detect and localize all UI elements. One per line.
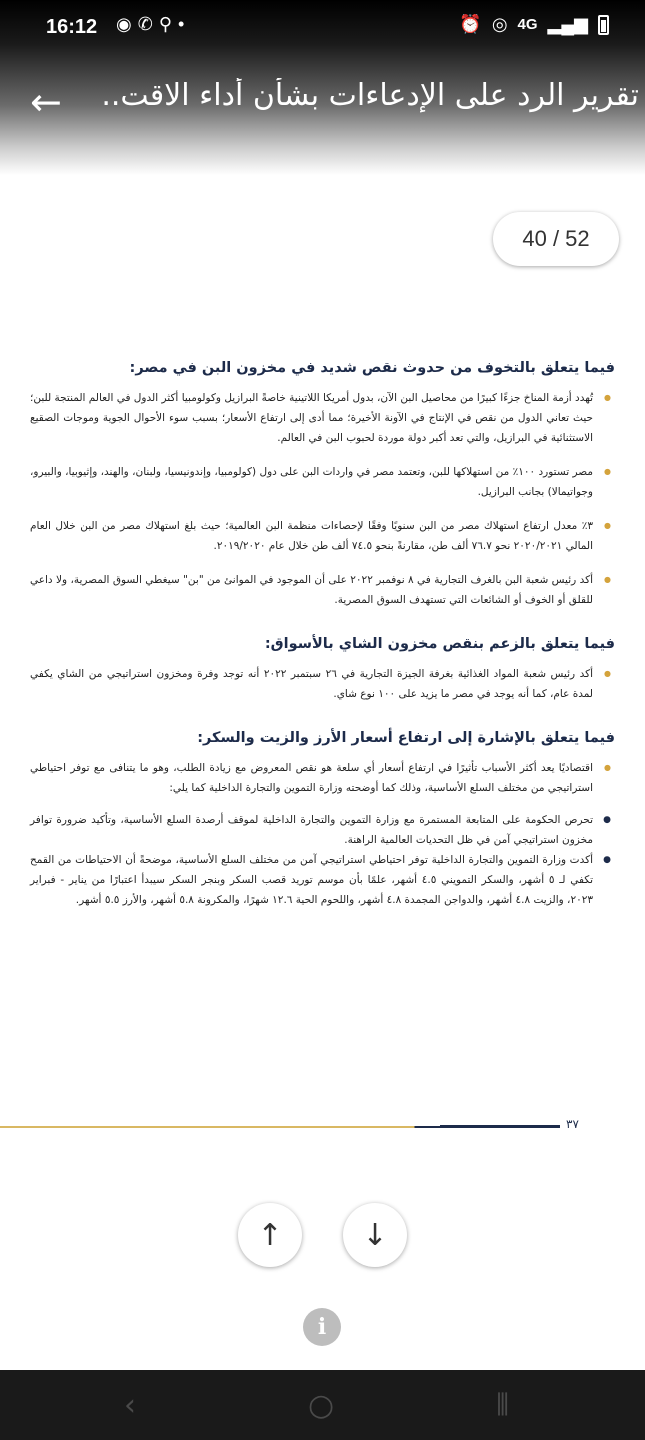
dot-icon: • xyxy=(178,14,191,34)
page-indicator: 40 / 52 xyxy=(493,212,619,266)
document-page xyxy=(30,360,615,936)
whatsapp-icon: ✆ xyxy=(137,14,159,34)
arrow-down-icon: ↓ xyxy=(362,1217,388,1253)
next-page-button[interactable] xyxy=(343,1203,407,1267)
page-number: ٣٧ xyxy=(566,1117,579,1131)
network-type: 4G xyxy=(517,16,538,33)
section-tea xyxy=(30,636,615,704)
system-icons xyxy=(459,14,609,35)
system-navigation-bar xyxy=(0,1370,645,1440)
sub-list-item: ● تحرص الحكومة على المتابعة المستمرة مع وزارة التموين والتجارة الداخلية لموقف أرصدة السلع الأساسية، وتأكيد ضرورة توافر مخزون استراتيجي آمن في ظل التحديات العالمية الراهنة. xyxy=(30,810,615,850)
list-item: ● تُهدد أزمة المناخ جزءًا كبيرًا من محاصيل البن الآن، بدول أمريكا اللاتينية خاصةً البرازيل وكولومبيا أكثر الدول في العالم المنتجة للبن؛ حيث تعاني الدول من نقص في الإنتاج في الآونة الأخيرة؛ مما أدى إلى ارتفاع الأسعار؛ بسبب سوء الأحوال الجوية وموجات الصقيع الاستثنائية في البرازيل، والتي تعد أكبر دولة موردة لحبوب البن في العالم. xyxy=(30,388,615,448)
section-heading: فيما يتعلق بالزعم بنقص مخزون الشاي بالأسواق: xyxy=(264,636,615,652)
footer-divider xyxy=(0,1126,560,1128)
messenger-icon: ◉ xyxy=(116,14,138,34)
hotspot-icon: ◎ xyxy=(491,14,508,34)
list-item: ● أكد رئيس شعبة المواد الغذائية بغرفة الجيزة التجارية في ٢٦ سبتمبر ٢٠٢٢ أنه توجد وفرة ومخزون استراتيجي من الشاي يكفي لمدة عام، كما أنه يوجد في مصر ما يزيد على ١٠٠ نوع شاي. xyxy=(30,664,615,704)
list-item: ● مصر تستورد ١٠٠٪ من استهلاكها للبن، وتعتمد مصر في واردات البن على دول (كولومبيا، وإندونيسيا، ولبنان، والهند، وإثيوبيا، والبيرو، وجواتيمالا) بجانب البرازيل. xyxy=(30,462,615,502)
alarm-icon: ⏰ xyxy=(459,14,482,34)
app-bar xyxy=(0,68,645,138)
list-item: ● اقتصاديًا يعد أكثر الأسباب تأثيرًا في ارتفاع أسعار أي سلعة هو نقص المعروض مع زيادة الطلب، وهو ما يتنافى مع توفر احتياطي استراتيجي من مختلف السلع الأساسية، وذلك كما أوضحته وزارة التموين والتجارة الداخلية كما يلي: xyxy=(30,758,615,798)
signal-icon: ▂▄▆ xyxy=(547,14,588,34)
section-coffee xyxy=(30,360,615,610)
notification-icons xyxy=(116,14,190,35)
arrow-up-icon: ↑ xyxy=(257,1217,283,1253)
battery-icon xyxy=(598,15,609,35)
document-title: تقرير الرد على الإدعاءات بشأن أداء الاقت.. xyxy=(101,78,639,113)
info-button[interactable] xyxy=(303,1308,341,1346)
home-nav-icon[interactable]: ○ xyxy=(308,1388,335,1423)
sub-list-item: ● أكدت وزارة التموين والتجارة الداخلية توفر احتياطي استراتيجي آمن من مختلف السلع الأساسية، موضحةً أن الاحتياطات من القمح تكفي لـ ٥ أشهر، والسكر التمويني ٤.٥ أشهر، علمًا بأن موسم توريد قصب السكر وبنجر السكر سيبدأ اعتبارًا من يناير - فبراير ٢٠٢٣، والزيت ٤.٨ أشهر، والدواجن المجمدة ٤.٨ أشهر، واللحوم الحية ١٢.٦ شهرًا، والمكرونة ٥.٨ أشهر، والأرز ٥.٥ أشهر. xyxy=(30,850,615,910)
info-icon: i xyxy=(317,1314,327,1340)
back-nav-icon[interactable]: ‹ xyxy=(124,1388,136,1423)
arrow-left-icon[interactable]: ← xyxy=(30,80,62,124)
list-item: ● ٣٪ معدل ارتفاع استهلاك مصر من البن سنويًا وفقًا لإحصاءات منظمة البن العالمية؛ حيث بلغ استهلاك مصر من البن خلال العام المالي ٢٠٢٠/٢٠٢١ نحو ٧٦.٧ ألف طن، مقارنةً بنحو ٧٤.٥ ألف طن خلال عام ٢٠١٩/٢٠٢٠. xyxy=(30,516,615,556)
previous-page-button[interactable] xyxy=(238,1203,302,1267)
section-heading: فيما يتعلق بالإشارة إلى ارتفاع أسعار الأرز والزيت والسكر: xyxy=(197,730,615,746)
section-prices xyxy=(30,730,615,910)
status-time: 16:12 xyxy=(46,16,98,38)
section-heading: فيما يتعلق بالتخوف من حدوث نقص شديد في مخزون البن في مصر: xyxy=(129,360,615,376)
recents-nav-icon[interactable]: ⦀ xyxy=(496,1388,510,1423)
list-item: ● أكد رئيس شعبة البن بالغرف التجارية في ٨ نوفمبر ٢٠٢٢ على أن الموجود في الموانئ من "بن" سيغطي السوق المصرية، ولا داعي للقلق أو الخوف أو الشائعات التي تستهدف السوق المصرية. xyxy=(30,570,615,610)
status-bar xyxy=(0,0,645,56)
person-add-icon: ⚲ xyxy=(158,14,178,34)
